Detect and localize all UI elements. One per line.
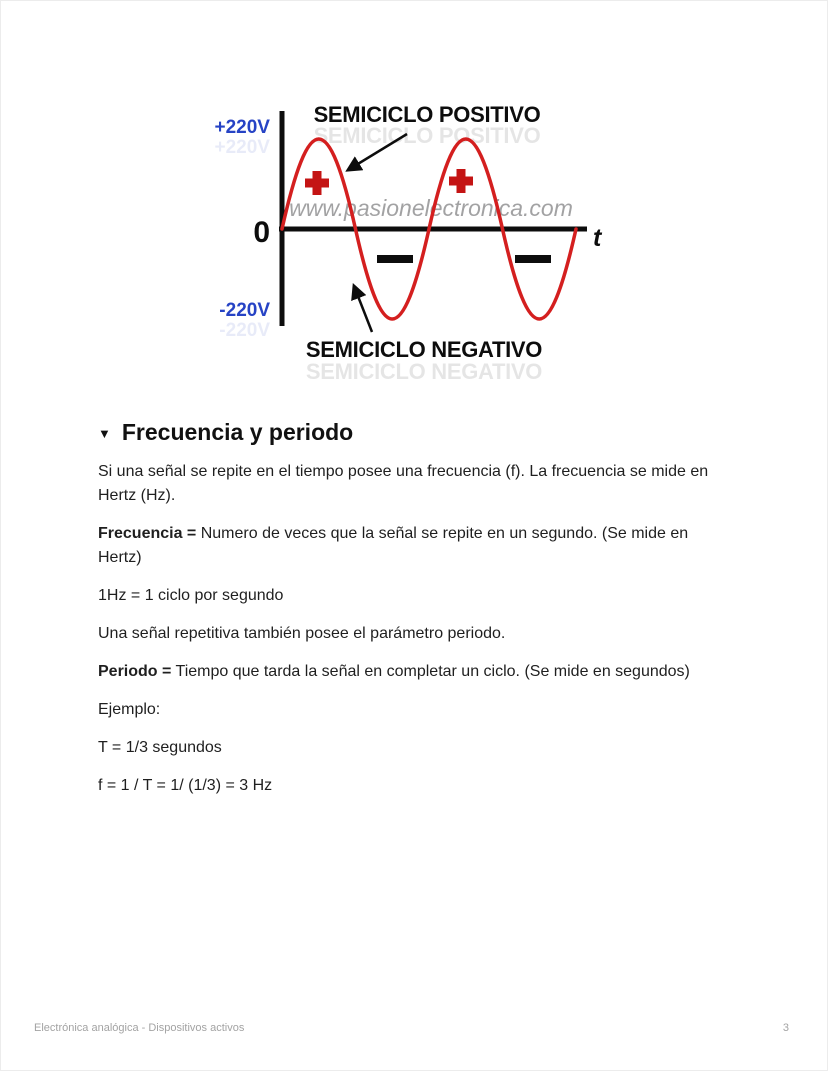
sine-wave-svg	[209, 96, 619, 391]
section-heading	[98, 419, 730, 446]
frecuencia-term: Frecuencia =	[98, 525, 197, 542]
negative-caption-ghost: SEMICICLO NEGATIVO	[305, 359, 543, 384]
paragraph-f-value: f = 1 / T = 1/ (1/3) = 3 Hz	[98, 777, 273, 794]
positive-caption: SEMICICLO POSITIVO	[313, 102, 541, 127]
paragraph-hz: 1Hz = 1 ciclo por segundo	[98, 587, 284, 604]
plus-sign-icon	[449, 169, 473, 193]
voltage-negative-ghost: -220V	[219, 320, 270, 341]
paragraph-t-value: T = 1/3 segundos	[98, 739, 222, 756]
footer-page-number: 3	[782, 1022, 789, 1034]
voltage-negative-label: -220V	[219, 300, 270, 321]
positive-caption-ghost: SEMICICLO POSITIVO	[313, 123, 541, 148]
section-frecuencia-y-periodo	[1, 419, 827, 798]
paragraph-frecuencia	[98, 522, 730, 570]
toggle-triangle-icon: ▼	[98, 426, 111, 441]
watermark-text: www.pasionelectronica.com	[289, 195, 573, 221]
periodo-term: Periodo =	[98, 663, 172, 680]
paragraph-repetitiva: Una señal repetitiva también posee el parámetro periodo.	[98, 625, 506, 642]
paragraph-ejemplo: Ejemplo:	[98, 701, 161, 718]
sine-wave-figure	[1, 1, 827, 391]
negative-arrow-icon	[354, 286, 372, 332]
page-footer	[34, 1022, 789, 1034]
paragraph-periodo	[98, 660, 730, 684]
plus-sign-icon	[305, 171, 329, 195]
periodo-definition: Tiempo que tarda la señal en completar un ciclo. (Se mide en segundos)	[171, 663, 690, 680]
footer-document-title: Electrónica analógica - Dispositivos activos	[34, 1022, 245, 1034]
section-title-text: Frecuencia y periodo	[121, 419, 354, 445]
frecuencia-definition: Numero de veces que la señal se repite en un segundo. (Se mide en Hertz)	[98, 525, 689, 566]
paragraph-intro: Si una señal se repite en el tiempo posee una frecuencia (f). La frecuencia se mide en Hertz (Hz).	[98, 463, 709, 504]
time-axis-label: t	[593, 224, 602, 252]
voltage-positive-label: +220V	[214, 117, 270, 138]
voltage-positive-ghost: +220V	[214, 137, 270, 158]
origin-label: 0	[253, 216, 270, 249]
negative-caption: SEMICICLO NEGATIVO	[305, 337, 543, 362]
